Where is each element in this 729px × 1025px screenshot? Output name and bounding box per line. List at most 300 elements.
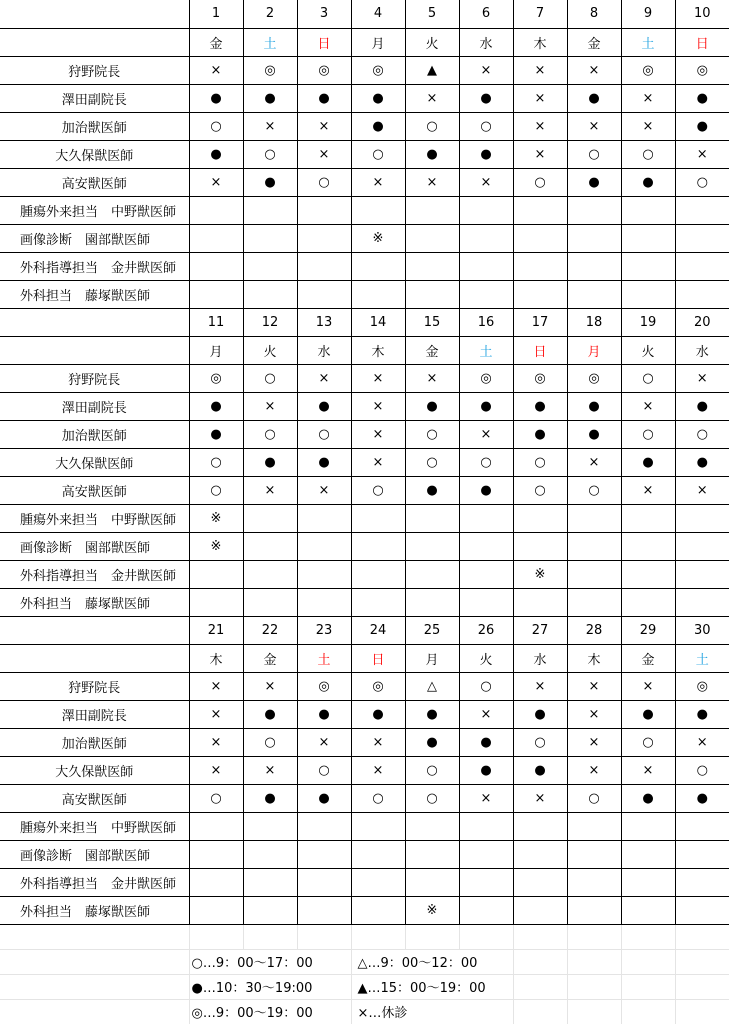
schedule-mark: [405, 504, 459, 532]
schedule-mark: [459, 840, 513, 868]
schedule-mark: ×: [567, 700, 621, 728]
date-cell: 3: [297, 0, 351, 28]
schedule-mark: ○: [189, 112, 243, 140]
weekday-label: 日: [371, 652, 385, 668]
schedule-mark: ○: [675, 420, 729, 448]
schedule-mark: [567, 504, 621, 532]
weekday-label: 木: [371, 344, 385, 360]
schedule-mark: [189, 840, 243, 868]
schedule-mark: [675, 812, 729, 840]
schedule-mark: [567, 840, 621, 868]
schedule-mark: [243, 532, 297, 560]
weekday-row: [0, 28, 729, 56]
schedule-mark: ○: [621, 364, 675, 392]
schedule-mark: ×: [459, 784, 513, 812]
staff-row: [0, 784, 729, 812]
weekday-label: 土: [479, 344, 493, 360]
date-cell: 25: [405, 616, 459, 644]
schedule-mark: ●: [351, 112, 405, 140]
blank-cell: [567, 974, 621, 999]
schedule-mark: ○: [621, 420, 675, 448]
schedule-mark: [297, 252, 351, 280]
schedule-mark: ●: [189, 392, 243, 420]
schedule-mark: [567, 532, 621, 560]
schedule-mark: [513, 224, 567, 252]
schedule-mark: [405, 252, 459, 280]
duty-name: 腫瘍外来担当 中野獣医師: [0, 504, 189, 532]
schedule-mark: ○: [405, 784, 459, 812]
schedule-mark: ◎: [189, 364, 243, 392]
weekday-cell: [189, 644, 243, 672]
schedule-mark: [297, 532, 351, 560]
empty-header-cell: [0, 28, 189, 56]
schedule-mark: ○: [351, 784, 405, 812]
empty-header-cell: [0, 0, 189, 28]
schedule-mark: [189, 560, 243, 588]
weekday-label: 日: [317, 36, 331, 52]
legend-row: [0, 949, 729, 974]
schedule-mark: ●: [405, 728, 459, 756]
date-cell: 12: [243, 308, 297, 336]
blank-cell: [189, 924, 243, 949]
schedule-mark: ○: [297, 420, 351, 448]
legend-right: ×…休診: [351, 999, 513, 1024]
schedule-mark: ×: [567, 448, 621, 476]
schedule-mark: [189, 224, 243, 252]
schedule-mark: ●: [243, 84, 297, 112]
schedule-mark: [459, 532, 513, 560]
schedule-mark: ●: [405, 476, 459, 504]
staff-name: 高安獣医師: [0, 476, 189, 504]
schedule-mark: [243, 252, 297, 280]
weekday-cell: [297, 28, 351, 56]
schedule-mark: ●: [351, 84, 405, 112]
date-row: [0, 0, 729, 28]
schedule-mark: [459, 252, 513, 280]
schedule-mark: ×: [567, 112, 621, 140]
duty-row: [0, 224, 729, 252]
date-cell: 18: [567, 308, 621, 336]
staff-row: [0, 392, 729, 420]
schedule-mark: [567, 280, 621, 308]
schedule-mark: [567, 896, 621, 924]
weekday-label: 土: [695, 652, 709, 668]
schedule-mark: ●: [675, 784, 729, 812]
weekday-cell: [513, 336, 567, 364]
weekday-label: 火: [425, 36, 439, 52]
staff-name: 大久保獣医師: [0, 448, 189, 476]
weekday-label: 土: [641, 36, 655, 52]
schedule-mark: ×: [351, 448, 405, 476]
duty-name: 画像診断 園部獣医師: [0, 532, 189, 560]
schedule-mark: [405, 812, 459, 840]
schedule-mark: [405, 532, 459, 560]
schedule-mark: ×: [351, 392, 405, 420]
schedule-mark: [621, 840, 675, 868]
date-cell: 7: [513, 0, 567, 28]
schedule-mark: [351, 840, 405, 868]
date-cell: 4: [351, 0, 405, 28]
staff-row: [0, 700, 729, 728]
weekday-cell: [189, 336, 243, 364]
empty-header-cell: [0, 616, 189, 644]
date-row: [0, 616, 729, 644]
schedule-mark: ※: [513, 560, 567, 588]
duty-row: [0, 532, 729, 560]
schedule-mark: ○: [675, 756, 729, 784]
date-cell: 22: [243, 616, 297, 644]
staff-row: [0, 420, 729, 448]
staff-name: 高安獣医師: [0, 168, 189, 196]
schedule-mark: [459, 896, 513, 924]
schedule-mark: [297, 224, 351, 252]
schedule-mark: ●: [513, 756, 567, 784]
schedule-mark: [459, 812, 513, 840]
schedule-mark: ×: [567, 672, 621, 700]
schedule-mark: [459, 868, 513, 896]
weekday-cell: [405, 336, 459, 364]
schedule-mark: [243, 504, 297, 532]
schedule-mark: [513, 196, 567, 224]
schedule-mark: [513, 252, 567, 280]
schedule-mark: [513, 532, 567, 560]
date-cell: 16: [459, 308, 513, 336]
weekday-label: 日: [695, 36, 709, 52]
schedule-mark: ●: [297, 84, 351, 112]
legend-left: ◎…9：00～19：00: [189, 999, 351, 1024]
weekday-cell: [405, 28, 459, 56]
schedule-mark: ◎: [243, 56, 297, 84]
schedule-mark: ×: [297, 476, 351, 504]
duty-row: [0, 588, 729, 616]
schedule-mark: [675, 504, 729, 532]
weekday-cell: [243, 28, 297, 56]
schedule-mark: ×: [405, 168, 459, 196]
date-cell: 23: [297, 616, 351, 644]
schedule-mark: ○: [243, 728, 297, 756]
schedule-mark: [459, 196, 513, 224]
schedule-mark: [297, 196, 351, 224]
schedule-mark: [297, 812, 351, 840]
schedule-mark: ×: [621, 84, 675, 112]
weekday-label: 月: [425, 652, 439, 668]
schedule-mark: ×: [243, 756, 297, 784]
schedule-mark: [351, 588, 405, 616]
schedule-mark: ×: [675, 364, 729, 392]
blank-cell: [513, 974, 567, 999]
blank-cell: [0, 949, 189, 974]
schedule-mark: ○: [513, 168, 567, 196]
schedule-mark: [621, 504, 675, 532]
legend-right: △…9：00～12：00: [351, 949, 513, 974]
schedule-mark: [243, 224, 297, 252]
schedule-mark: ×: [567, 56, 621, 84]
schedule-mark: [243, 196, 297, 224]
date-cell: 28: [567, 616, 621, 644]
blank-cell: [0, 924, 189, 949]
weekday-cell: [567, 28, 621, 56]
schedule-mark: ●: [459, 84, 513, 112]
schedule-mark: ◎: [675, 672, 729, 700]
empty-header-cell: [0, 336, 189, 364]
duty-row: [0, 196, 729, 224]
duty-name: 外科指導担当 金井獣医師: [0, 252, 189, 280]
schedule-mark: [675, 588, 729, 616]
date-cell: 19: [621, 308, 675, 336]
schedule-mark: [567, 868, 621, 896]
date-row: [0, 308, 729, 336]
schedule-mark: ×: [459, 420, 513, 448]
schedule-mark: ×: [513, 140, 567, 168]
schedule-mark: ×: [621, 392, 675, 420]
schedule-mark: ×: [621, 112, 675, 140]
schedule-mark: ●: [675, 84, 729, 112]
schedule-mark: [405, 280, 459, 308]
blank-cell: [513, 999, 567, 1024]
schedule-mark: [405, 224, 459, 252]
schedule-mark: [621, 560, 675, 588]
weekday-cell: [621, 28, 675, 56]
staff-name: 狩野院長: [0, 56, 189, 84]
schedule-mark: ×: [513, 672, 567, 700]
date-cell: 29: [621, 616, 675, 644]
staff-name: 大久保獣医師: [0, 756, 189, 784]
schedule-mark: ●: [621, 448, 675, 476]
schedule-mark: [297, 896, 351, 924]
schedule-mark: △: [405, 672, 459, 700]
schedule-mark: ●: [405, 392, 459, 420]
weekday-label: 木: [209, 652, 223, 668]
date-cell: 6: [459, 0, 513, 28]
schedule-mark: [189, 588, 243, 616]
schedule-mark: ◎: [621, 56, 675, 84]
weekday-cell: [459, 644, 513, 672]
schedule-mark: [621, 588, 675, 616]
schedule-mark: ×: [513, 112, 567, 140]
staff-row: [0, 140, 729, 168]
blank-cell: [675, 974, 729, 999]
date-cell: 15: [405, 308, 459, 336]
staff-row: [0, 364, 729, 392]
schedule-mark: [675, 224, 729, 252]
schedule-mark: [243, 868, 297, 896]
weekday-label: 火: [641, 344, 655, 360]
weekday-cell: [621, 336, 675, 364]
weekday-label: 日: [533, 344, 547, 360]
date-cell: 10: [675, 0, 729, 28]
schedule-mark: [675, 196, 729, 224]
duty-row: [0, 840, 729, 868]
schedule-mark: ×: [459, 56, 513, 84]
weekday-label: 火: [479, 652, 493, 668]
staff-row: [0, 448, 729, 476]
legend-spacer-row: [0, 924, 729, 949]
schedule-mark: [189, 896, 243, 924]
schedule-mark: ○: [459, 672, 513, 700]
schedule-mark: ●: [567, 168, 621, 196]
schedule-mark: ×: [243, 392, 297, 420]
schedule-mark: [513, 588, 567, 616]
schedule-mark: [513, 840, 567, 868]
schedule-mark: ○: [405, 112, 459, 140]
weekday-label: 水: [479, 36, 493, 52]
date-cell: 21: [189, 616, 243, 644]
schedule-mark: [675, 840, 729, 868]
schedule-mark: [351, 196, 405, 224]
schedule-mark: [567, 224, 621, 252]
schedule-mark: ●: [243, 784, 297, 812]
schedule-mark: ▲: [405, 56, 459, 84]
weekday-row: [0, 336, 729, 364]
weekday-label: 金: [263, 652, 277, 668]
schedule-mark: ●: [459, 476, 513, 504]
schedule-mark: ●: [513, 420, 567, 448]
schedule-mark: ○: [459, 112, 513, 140]
schedule-mark: [675, 252, 729, 280]
date-cell: 13: [297, 308, 351, 336]
schedule-mark: ●: [513, 392, 567, 420]
schedule-mark: ※: [351, 224, 405, 252]
schedule-mark: ○: [243, 140, 297, 168]
blank-cell: [297, 924, 351, 949]
schedule-mark: ◎: [351, 56, 405, 84]
schedule-mark: ○: [405, 448, 459, 476]
schedule-mark: ◎: [351, 672, 405, 700]
schedule-mark: ×: [513, 784, 567, 812]
schedule-mark: ×: [189, 756, 243, 784]
weekday-cell: [567, 336, 621, 364]
blank-cell: [513, 949, 567, 974]
empty-header-cell: [0, 644, 189, 672]
weekday-cell: [459, 28, 513, 56]
schedule-mark: ○: [351, 476, 405, 504]
legend-right: ▲…15：00～19：00: [351, 974, 513, 999]
schedule-mark: ●: [189, 420, 243, 448]
weekday-cell: [513, 28, 567, 56]
schedule-mark: [243, 280, 297, 308]
schedule-mark: ×: [189, 700, 243, 728]
weekday-label: 月: [587, 344, 601, 360]
schedule-mark: ×: [351, 756, 405, 784]
schedule-mark: [459, 224, 513, 252]
schedule-mark: [405, 840, 459, 868]
schedule-mark: ×: [243, 476, 297, 504]
staff-name: 加治獣医師: [0, 420, 189, 448]
weekday-label: 月: [371, 36, 385, 52]
staff-row: [0, 672, 729, 700]
legend-row: [0, 974, 729, 999]
blank-cell: [459, 924, 513, 949]
duty-name: 画像診断 園部獣医師: [0, 840, 189, 868]
weekday-cell: [513, 644, 567, 672]
blank-cell: [351, 924, 405, 949]
schedule-mark: ●: [567, 392, 621, 420]
staff-name: 加治獣医師: [0, 728, 189, 756]
schedule-mark: [189, 196, 243, 224]
staff-row: [0, 56, 729, 84]
schedule-mark: ●: [459, 140, 513, 168]
weekday-label: 木: [533, 36, 547, 52]
duty-name: 外科指導担当 金井獣医師: [0, 868, 189, 896]
schedule-mark: ●: [189, 84, 243, 112]
duty-name: 外科担当 藤塚獣医師: [0, 280, 189, 308]
schedule-mark: ×: [567, 756, 621, 784]
weekday-cell: [675, 28, 729, 56]
blank-cell: [513, 924, 567, 949]
date-cell: 11: [189, 308, 243, 336]
schedule-mark: [567, 252, 621, 280]
duty-row: [0, 252, 729, 280]
schedule-mark: ×: [243, 672, 297, 700]
weekday-row: [0, 644, 729, 672]
schedule-mark: ×: [621, 756, 675, 784]
schedule-mark: ●: [297, 784, 351, 812]
schedule-mark: ●: [243, 168, 297, 196]
date-cell: 1: [189, 0, 243, 28]
date-cell: 26: [459, 616, 513, 644]
blank-cell: [621, 949, 675, 974]
schedule-mark: ○: [189, 476, 243, 504]
duty-name: 腫瘍外来担当 中野獣医師: [0, 812, 189, 840]
schedule-mark: [675, 532, 729, 560]
schedule-mark: [351, 504, 405, 532]
weekday-label: 金: [425, 344, 439, 360]
schedule-mark: [297, 504, 351, 532]
duty-name: 外科担当 藤塚獣医師: [0, 588, 189, 616]
schedule-mark: [621, 280, 675, 308]
schedule-mark: [189, 868, 243, 896]
schedule-mark: ×: [675, 728, 729, 756]
legend-row: [0, 999, 729, 1024]
schedule-mark: [351, 532, 405, 560]
staff-name: 狩野院長: [0, 672, 189, 700]
schedule-mark: [567, 588, 621, 616]
schedule-mark: ●: [351, 700, 405, 728]
schedule-mark: [459, 560, 513, 588]
weekday-cell: [189, 28, 243, 56]
weekday-label: 金: [641, 652, 655, 668]
schedule-mark: ×: [621, 672, 675, 700]
schedule-mark: ○: [513, 476, 567, 504]
staff-row: [0, 728, 729, 756]
schedule-mark: ×: [675, 140, 729, 168]
date-cell: 2: [243, 0, 297, 28]
blank-cell: [243, 924, 297, 949]
staff-row: [0, 84, 729, 112]
date-cell: 30: [675, 616, 729, 644]
duty-name: 腫瘍外来担当 中野獣医師: [0, 196, 189, 224]
schedule-mark: ◎: [297, 672, 351, 700]
blank-cell: [567, 949, 621, 974]
schedule-mark: ×: [675, 476, 729, 504]
staff-row: [0, 112, 729, 140]
schedule-mark: [405, 560, 459, 588]
schedule-mark: [675, 560, 729, 588]
duty-row: [0, 280, 729, 308]
date-cell: 17: [513, 308, 567, 336]
schedule-mark: ●: [405, 700, 459, 728]
duty-name: 外科指導担当 金井獣医師: [0, 560, 189, 588]
schedule-mark: [351, 868, 405, 896]
blank-cell: [0, 974, 189, 999]
schedule-mark: ×: [297, 112, 351, 140]
schedule-mark: ●: [567, 84, 621, 112]
schedule-mark: [621, 812, 675, 840]
schedule-mark: [297, 868, 351, 896]
schedule-mark: ●: [189, 140, 243, 168]
schedule-mark: [405, 868, 459, 896]
schedule-mark: ◎: [513, 364, 567, 392]
